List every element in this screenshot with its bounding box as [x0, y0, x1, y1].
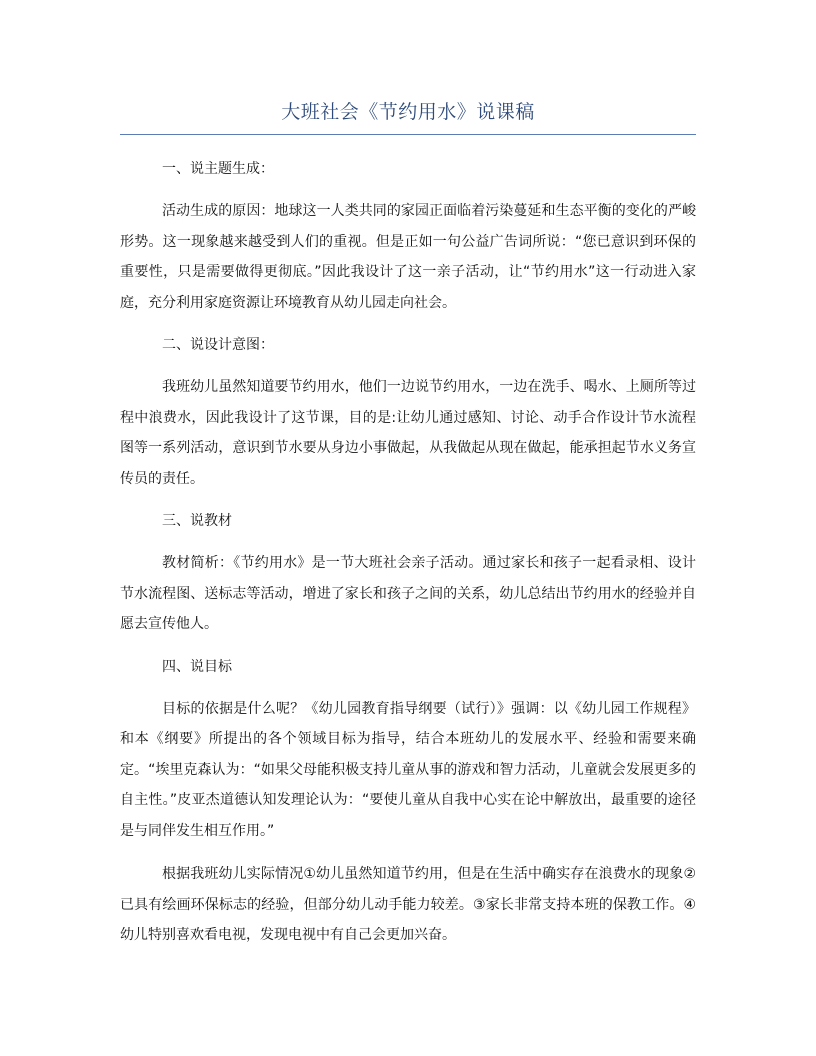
section-goals	[120, 653, 696, 951]
paragraph: 我班幼儿虽然知道要节约用水，他们一边说节约用水，一边在洗手、喝水、上厕所等过程中浪费水，因此我设计了这节课，目的是:让幼儿通过感知、讨论、动手合作设计节水流程图等一系列活动，意识到节水要从身边小事做起，从我做起从现在做起，能承担起节水义务宣传员的责任。	[120, 379, 696, 487]
section-materials	[120, 507, 696, 653]
document-body	[120, 155, 696, 951]
section-heading: 一、说主题生成：	[162, 161, 274, 177]
paragraph: 目标的依据是什么呢？《幼儿园教育指导纲要（试行）》强调：以《幼儿园工作规程》和本《纲要》所提出的各个领域目标为指导，结合本班幼儿的发展水平、经验和需要来确定。“埃里克森认为：“如果父母能积极支持儿童从事的游戏和智力活动，儿童就会发展更多的自主性。”皮亚杰道德认知发理论认为：“要使儿童从自我中心实在论中解放出，最重要的途径是与同伴发生相互作用。”	[120, 700, 696, 839]
section-heading: 三、说教材	[162, 513, 232, 529]
section-heading: 二、说设计意图：	[162, 337, 274, 353]
section-theme	[120, 155, 696, 331]
paragraph: 教材简析：《节约用水》是一节大班社会亲子活动。通过家长和孩子一起看录相、设计节水流程图、送标志等活动，增进了家长和孩子之间的关系，幼儿总结出节约用水的经验并自愿去宣传他人。	[120, 555, 696, 632]
paragraph: 活动生成的原因：地球这一人类共同的家园正面临着污染蔓延和生态平衡的变化的严峻形势。这一现象越来越受到人们的重视。但是正如一句公益广告词所说：“您已意识到环保的重要性，只是需要做得更彻底。”因此我设计了这一亲子活动，让“节约用水”这一行动进入家庭，充分利用家庭资源让环境教育从幼儿园走向社会。	[120, 203, 696, 311]
document-title: 大班社会《节约用水》说课稿	[281, 101, 535, 123]
title-underline	[120, 134, 696, 135]
section-heading: 四、说目标	[162, 658, 232, 675]
section-design-intent	[120, 331, 696, 507]
paragraph: 根据我班幼儿实际情况①幼儿虽然知道节约用，但是在生活中确实存在浪费水的现象②已具有绘画环保标志的经验，但部分幼儿动手能力较差。③家长非常支持本班的保教工作。④幼儿特别喜欢看电视，发现电视中有自己会更加兴奋。	[120, 866, 696, 943]
